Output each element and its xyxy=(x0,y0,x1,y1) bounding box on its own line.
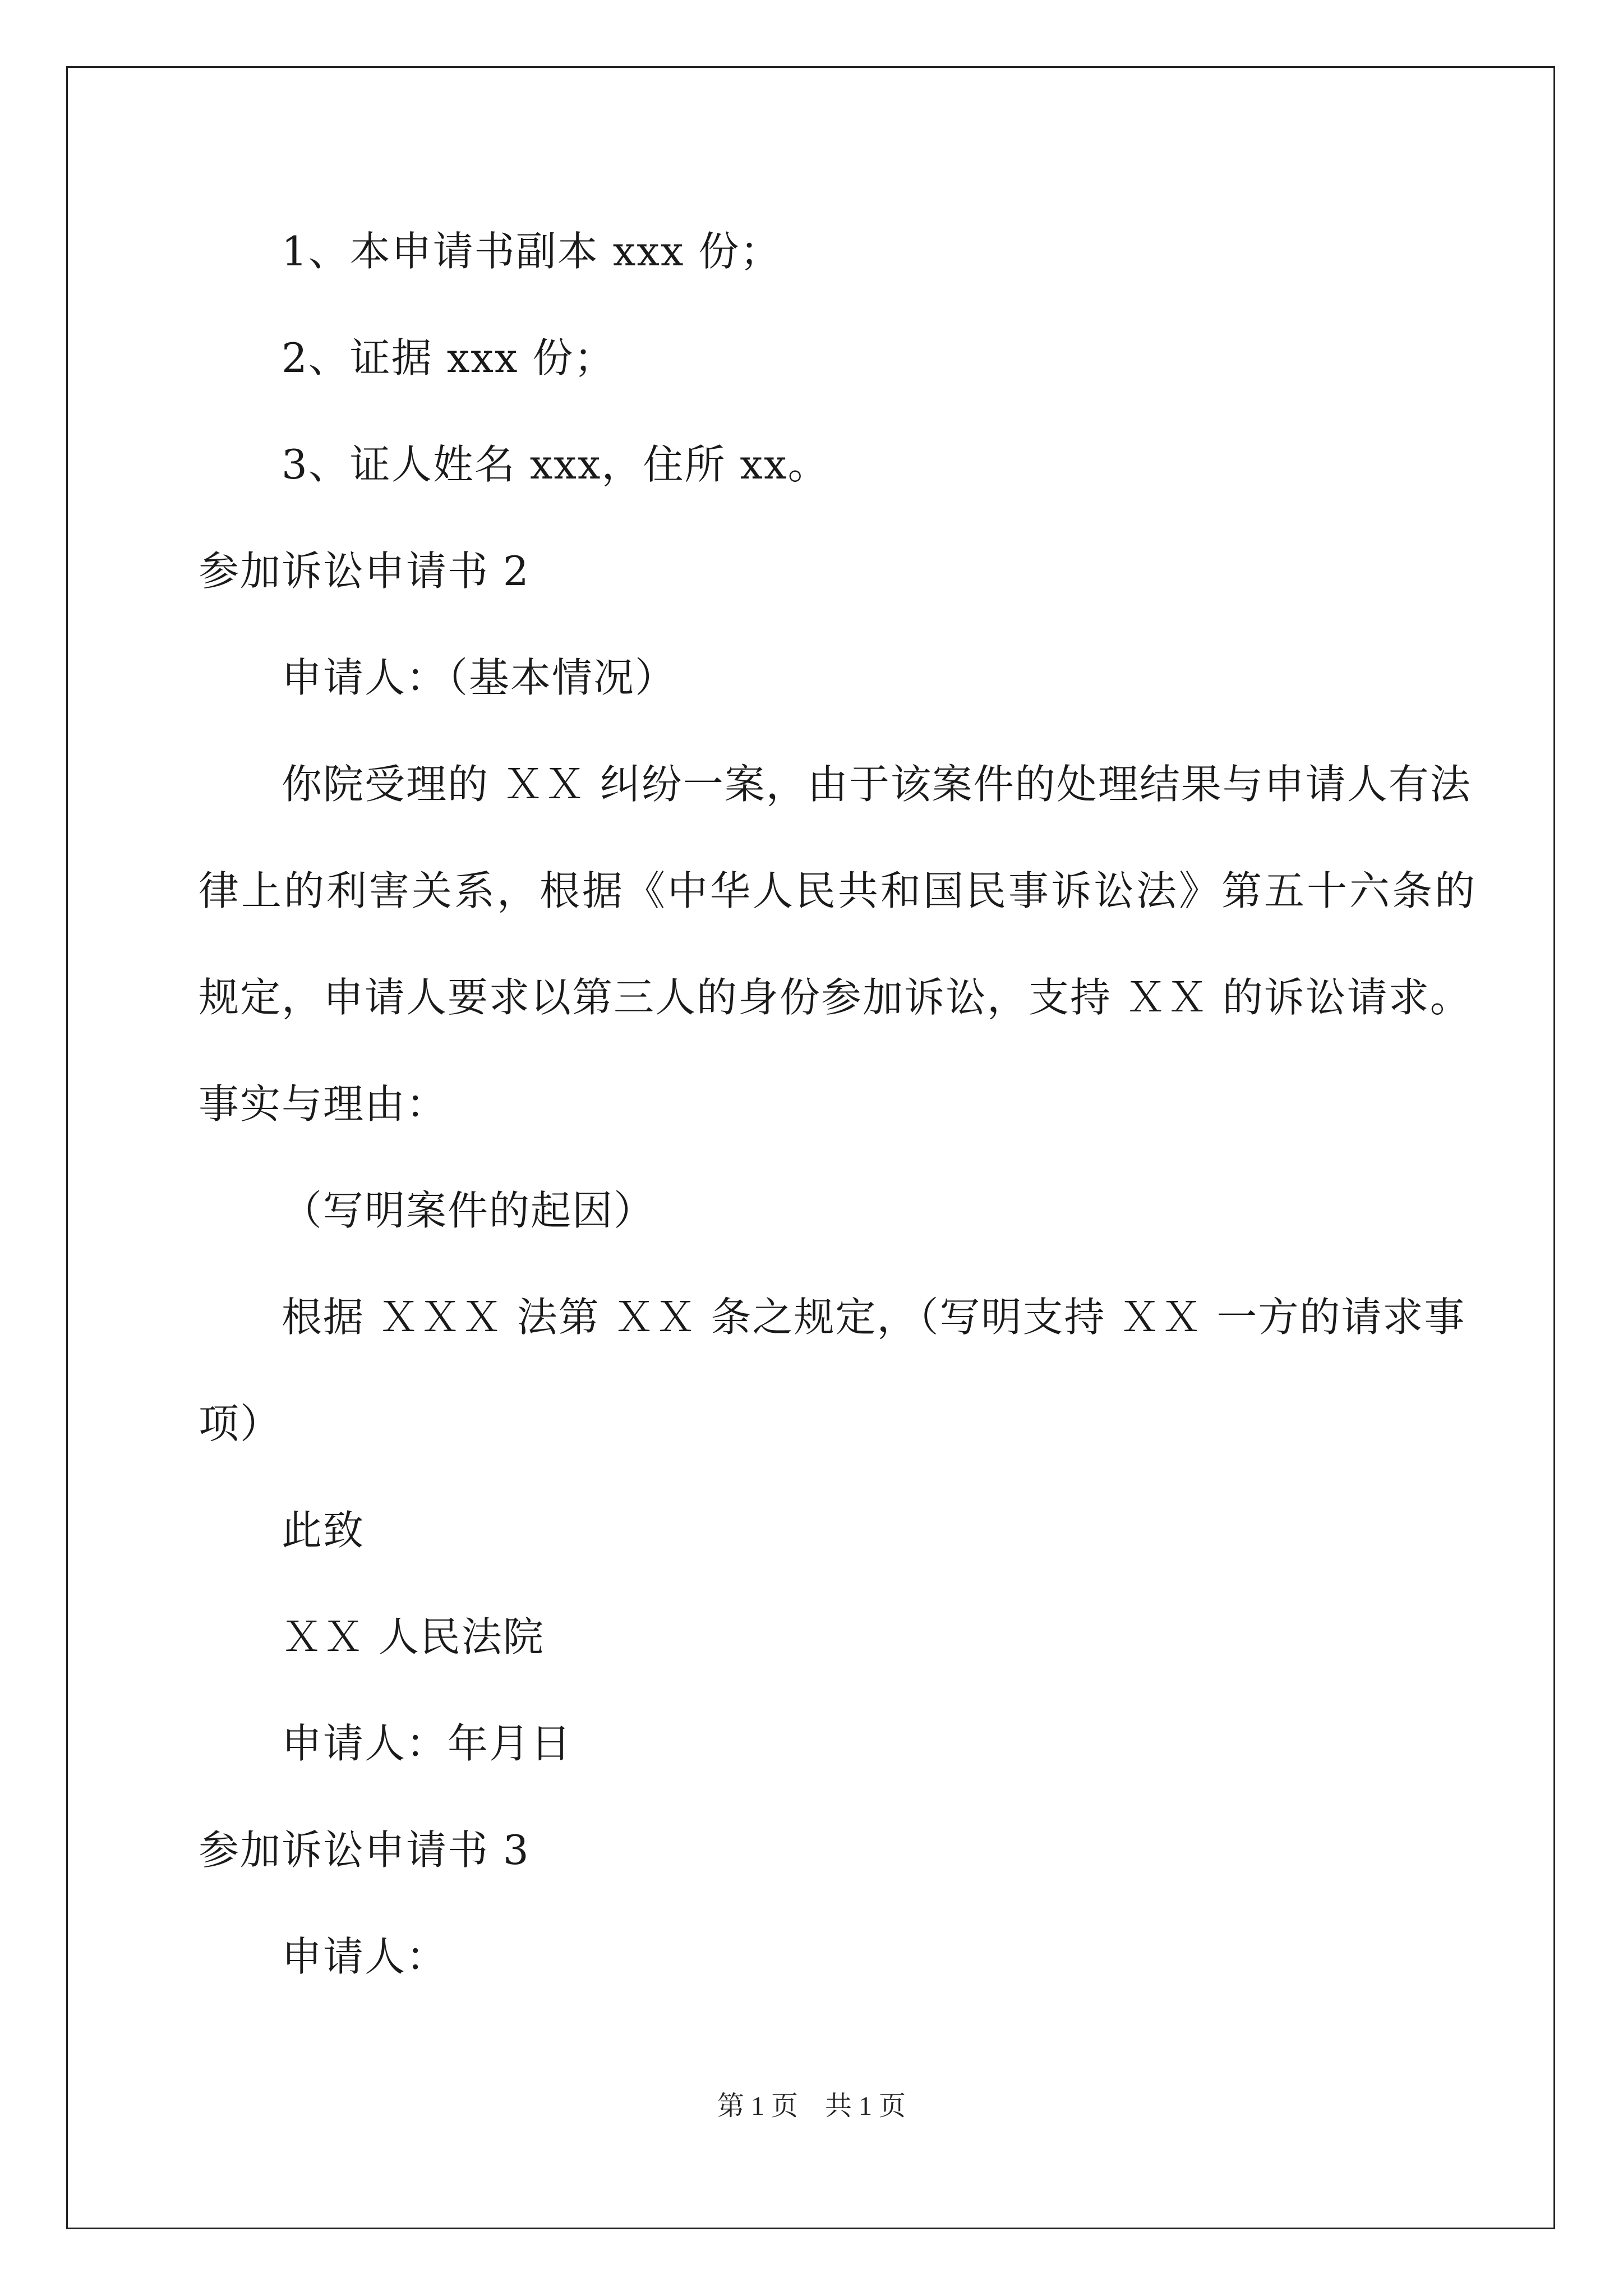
page-number-footer: 第 1 页 共 1 页 xyxy=(717,2091,906,2121)
basis-paragraph-line-2: 项） xyxy=(199,1400,282,1447)
attachment-item-3: 3、证人姓名 xxx，住所 xx。 xyxy=(282,441,829,488)
attachment-item-2: 2、证据 xxx 份； xyxy=(282,334,616,381)
applicant-line-3: 申请人： xyxy=(282,1933,448,1980)
salutation: 此致 xyxy=(282,1507,365,1554)
attachment-item-1: 1、本申请书副本 xxx 份； xyxy=(282,228,782,275)
basis-paragraph-line-1: 根据 ＸＸＸ 法第 ＸＸ 条之规定，（写明支持 ＸＸ 一方的请求事 xyxy=(282,1294,1466,1341)
court-name: ＸＸ 人民法院 xyxy=(282,1613,545,1660)
page-border xyxy=(66,66,1555,2229)
applicant-line: 申请人：（基本情况） xyxy=(282,654,677,701)
body-paragraph-line-2: 律上的利害关系，根据《中华人民共和国民事诉讼法》第五十六条的 xyxy=(199,867,1478,914)
body-paragraph-line-1: 你院受理的 ＸＸ 纠纷一案，由于该案件的处理结果与申请人有法 xyxy=(282,761,1472,808)
signature-date-line: 申请人：年月日 xyxy=(282,1720,573,1767)
body-paragraph-line-3: 规定，申请人要求以第三人的身份参加诉讼，支持 ＸＸ 的诉讼请求。 xyxy=(199,974,1472,1021)
case-cause-line: （写明案件的起因） xyxy=(282,1187,656,1234)
section-heading-2: 参加诉讼申请书 2 xyxy=(199,547,530,595)
facts-reasons-heading: 事实与理由： xyxy=(199,1080,448,1128)
section-heading-3: 参加诉讼申请书 3 xyxy=(199,1826,530,1874)
